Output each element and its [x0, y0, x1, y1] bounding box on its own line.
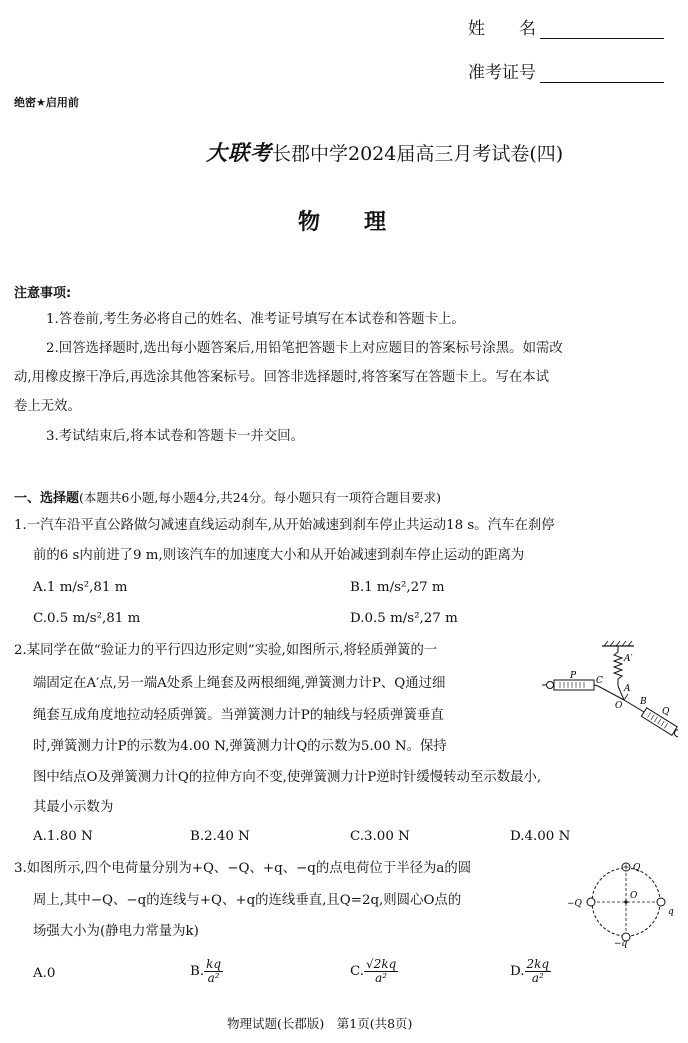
- label-c: C: [596, 676, 603, 686]
- exam-title: [206, 137, 563, 167]
- name-label: 姓 名: [468, 19, 536, 39]
- note-item: 卷上无效。: [14, 399, 81, 414]
- q2-text: 图中结点O及弹簧测力计Q的拉伸方向不变,使弹簧测力计P逆时针缓慢转动至示数最小,: [33, 770, 542, 785]
- label-b: B: [640, 697, 647, 707]
- q3-option-d-fraction: [525, 958, 552, 985]
- q2-option-d: D.4.00 N: [510, 829, 571, 844]
- q3-option-d-numerator: 2kq: [526, 957, 550, 971]
- point-charges-figure: [566, 856, 682, 948]
- label-o: O: [615, 701, 623, 711]
- label-minus-q-big: −Q: [567, 899, 582, 909]
- q1-option-b: B.1 m/s²,27 m: [350, 580, 445, 595]
- q3-option-d: [510, 958, 551, 985]
- spring-balance-figure: [536, 640, 678, 750]
- notes-heading: 注意事项:: [14, 286, 72, 301]
- q2-option-b: B.2.40 N: [190, 829, 250, 844]
- q3-option-c-denominator: a²: [375, 971, 388, 985]
- name-field: [468, 14, 664, 39]
- q2-text: 2.某同学在做“验证力的平行四边形定则”实验,如图所示,将轻质弹簧的一: [14, 643, 438, 658]
- brand-name: 大联考: [206, 140, 272, 165]
- q2-text: 绳套互成角度地拉动轻质弹簧。当弹簧测力计P的轴线与轻质弹簧垂直: [33, 708, 444, 723]
- q3-option-c-numerator: √2kq: [366, 957, 397, 971]
- subject-title: 物 理: [298, 210, 387, 235]
- q3-option-c-fraction: [364, 958, 398, 985]
- q3-text: 3.如图所示,四个电荷量分别为+Q、−Q、+q、−q的点电荷位于半径为a的圆: [14, 861, 472, 876]
- note-item: 1.答卷前,考生务必将自己的姓名、准考证号填写在本试卷和答题卡上。: [46, 312, 465, 327]
- label-a-prime: A′: [624, 654, 633, 664]
- exam-title-text: 长郡中学2024届高三月考试卷(四): [272, 143, 564, 165]
- q3-option-b: [190, 958, 223, 985]
- note-item: 动,用橡皮擦干净后,再选涂其他答案标号。回答非选择题时,将答案写在答题卡上。写在本试: [14, 370, 550, 385]
- label-center-o: O: [630, 891, 638, 901]
- label-p: P: [570, 671, 577, 681]
- q1-option-a: A.1 m/s²,81 m: [33, 580, 128, 595]
- q3-option-c: [350, 958, 398, 985]
- q3-text: 周上,其中−Q、−q的连线与+Q、+q的连线垂直,且Q=2q,则圆心O点的: [33, 893, 462, 908]
- q3-text: 场强大小为(静电力常量为k): [33, 924, 199, 939]
- exam-id-blank: [540, 64, 664, 83]
- name-blank: [540, 20, 664, 39]
- label-a: A: [624, 684, 631, 694]
- label-plus-q-small: q: [668, 907, 674, 917]
- q2-option-a: A.1.80 N: [33, 829, 93, 844]
- q3-option-d-label: D.: [510, 964, 525, 979]
- section-title: 一、选择题: [14, 491, 80, 506]
- q3-option-a: A.0: [33, 966, 56, 981]
- q2-text: 时,弹簧测力计P的示数为4.00 N,弹簧测力计Q的示数为5.00 N。保持: [33, 739, 447, 754]
- section-note: (本题共6小题,每小题4分,共24分。每小题只有一项符合题目要求): [79, 490, 442, 505]
- q1-option-c: C.0.5 m/s²,81 m: [33, 611, 141, 626]
- exam-id-label: 准考证号: [468, 63, 536, 83]
- label-plus-q-big: Q: [633, 863, 641, 873]
- label-q: Q: [662, 707, 670, 717]
- section-heading: [14, 487, 441, 506]
- q3-option-c-label: C.: [350, 964, 365, 979]
- secret-mark: 绝密★启用前: [14, 96, 79, 109]
- label-minus-q-small: −q: [614, 939, 628, 948]
- q2-text: 其最小示数为: [33, 800, 114, 815]
- q3-option-b-fraction: [204, 958, 223, 985]
- q2-text: 端固定在A′点,另一端A处系上绳套及两根细绳,弹簧测力计P、Q通过细: [33, 676, 446, 691]
- page-footer: 物理试题(长郡版) 第1页(共8页): [227, 1016, 413, 1031]
- note-item: 3.考试结束后,将本试卷和答题卡一并交回。: [46, 429, 305, 444]
- q2-option-c: C.3.00 N: [350, 829, 410, 844]
- q1-text: 前的6 s内前进了9 m,则该汽车的加速度大小和从开始减速到刹车停止运动的距离为: [33, 548, 525, 563]
- note-item: 2.回答选择题时,选出每小题答案后,用铅笔把答题卡上对应题目的答案标号涂黑。如需改: [46, 341, 563, 356]
- q3-option-d-denominator: a²: [531, 971, 544, 985]
- q1-option-d: D.0.5 m/s²,27 m: [350, 611, 458, 626]
- q3-option-b-numerator: kq: [206, 957, 222, 971]
- exam-id-field: [468, 58, 664, 83]
- q3-option-b-label: B.: [190, 964, 205, 979]
- q1-text: 1.一汽车沿平直公路做匀减速直线运动刹车,从开始减速到刹车停止共运动18 s。汽车在刹停: [14, 518, 555, 533]
- q3-option-b-denominator: a²: [207, 971, 220, 985]
